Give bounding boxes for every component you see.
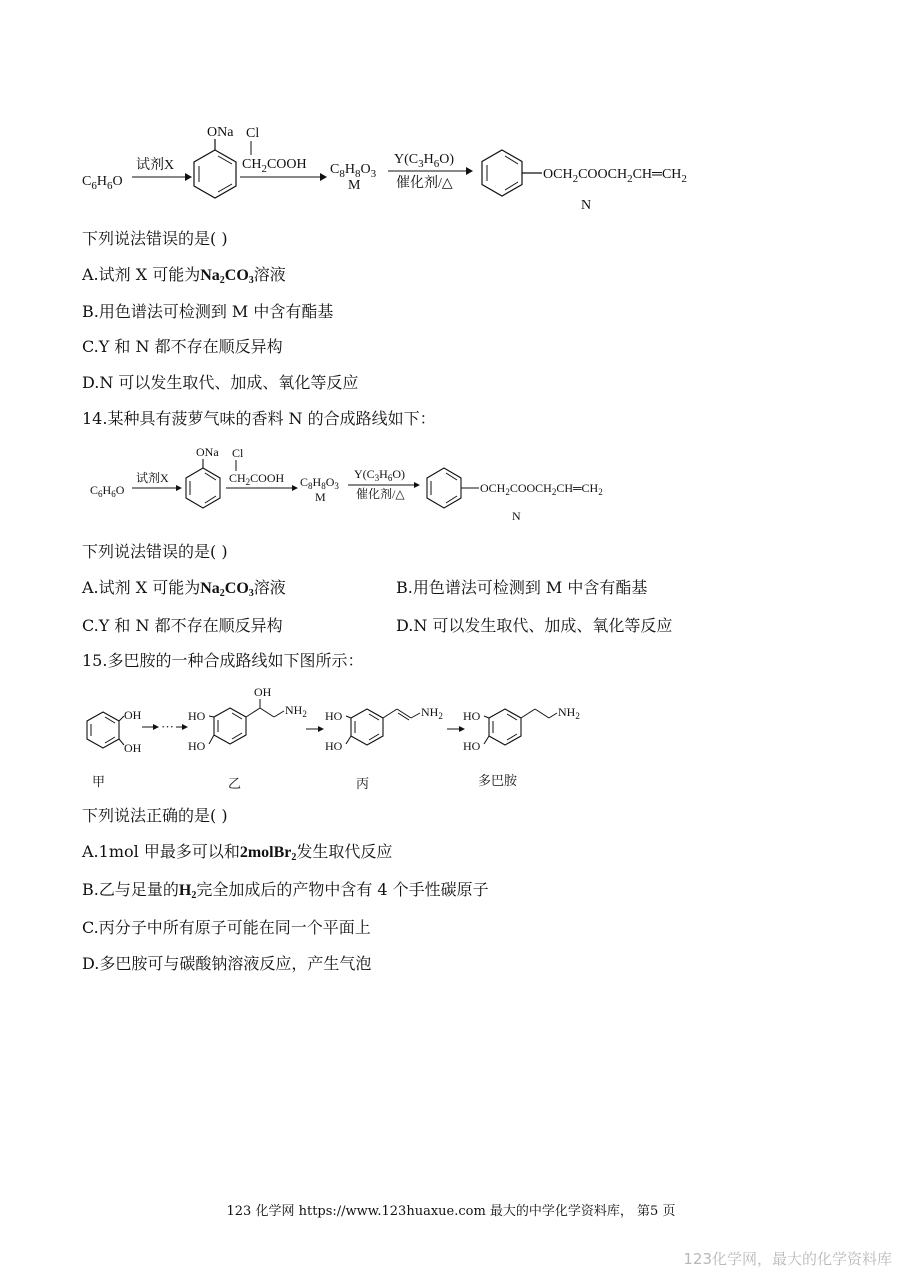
scheme1-condition: 催化剂/△ <box>396 176 453 191</box>
scheme1-m-formula: $C_8H_8O_3$ <box>330 162 377 180</box>
benzene-ring <box>194 150 236 198</box>
scheme1-y-reagent: $Y(C_3H_6O)$ <box>394 152 455 170</box>
q14-stem: 下列说法错误的是( ) <box>82 542 228 561</box>
dopamine-ho-1: HO <box>463 709 481 723</box>
scheme1-cl: Cl <box>246 126 260 141</box>
scheme2-chain: $CH_2COOH$ <box>229 471 285 487</box>
bing-ho-2: HO <box>325 739 343 753</box>
q13-option-a: A.试剂 X 可能为$Na_2CO_3$溶液 <box>82 265 286 286</box>
benzene-ring <box>186 468 220 508</box>
scheme1-reagent: 试剂X <box>136 158 175 173</box>
q15-stem: 下列说法正确的是( ) <box>82 806 228 825</box>
scheme2-m-label: M <box>315 490 326 504</box>
product-benzene-ring <box>427 468 461 508</box>
scheme2-start: $C_6H_6O$ <box>90 483 125 499</box>
scheme1-ona: ONa <box>207 125 234 140</box>
yi-nh2: $NH_2$ <box>285 703 307 719</box>
dopamine-ring <box>489 709 521 745</box>
q13-option-d: D.N 可以发生取代、加成、氧化等反应 <box>82 373 359 392</box>
q15-option-c: C.丙分子中所有原子可能在同一个平面上 <box>82 918 371 937</box>
yi-ring <box>214 708 246 744</box>
product-benzene-ring <box>482 150 522 196</box>
dopamine-ho-2: HO <box>463 739 481 753</box>
q14-option-c: C.Y 和 N 都不存在顺反异构 <box>82 616 283 635</box>
watermark: 123化学网，最大的化学资料库 <box>683 1250 892 1268</box>
dopamine-nh2: $NH_2$ <box>558 705 580 721</box>
synthesis-scheme-1 <box>0 115 902 220</box>
bing-ho-1: HO <box>325 709 343 723</box>
formula-2molbr2: 2molBr$_2$ <box>239 844 297 863</box>
page-footer: 123 化学网 https://www.123huaxue.com 最大的中学化学资料库， 第5 页 <box>226 1204 676 1219</box>
jia-oh-2: OH <box>124 741 142 755</box>
q15-option-b: B.乙与足量的$H_2$完全加成后的产物中含有 4 个手性碳原子 <box>82 880 489 901</box>
scheme2-ona: ONa <box>196 445 219 459</box>
formula-h2: $H_2$ <box>178 882 197 901</box>
q15-option-a: A.1mol 甲最多可以和2molBr$_2$发生取代反应 <box>82 842 393 863</box>
dots: ··· <box>161 719 174 734</box>
scheme1-chain: $CH_2COOH$ <box>242 157 307 175</box>
scheme2-cl: Cl <box>232 446 244 460</box>
formula-na2co3: $Na_2CO_3$ <box>200 267 254 286</box>
label-jia: 甲 <box>92 774 106 789</box>
arrowhead-1 <box>185 173 192 181</box>
scheme2-y-reagent: $Y(C_3H_6O)$ <box>354 467 406 483</box>
yi-ho-1: HO <box>188 709 206 723</box>
q13-option-c: C.Y 和 N 都不存在顺反异构 <box>82 337 283 356</box>
q14-option-d: D.N 可以发生取代、加成、氧化等反应 <box>396 616 673 635</box>
label-bing: 丙 <box>356 776 370 791</box>
scheme2-n-label: N <box>512 509 521 523</box>
scheme2-n-chain: $OCH_2COOCH_2CH═CH_2$ <box>480 481 603 497</box>
dopamine-scheme <box>0 684 902 799</box>
q14-option-a: A.试剂 X 可能为$Na_2CO_3$溶液 <box>82 578 286 599</box>
synthesis-scheme-2 <box>0 440 902 530</box>
scheme1-n-label: N <box>581 198 592 213</box>
bing-ring <box>351 709 383 745</box>
q13-stem: 下列说法错误的是( ) <box>82 229 228 248</box>
catechol-ring <box>87 712 119 748</box>
q14-title: 14.某种具有菠萝气味的香料 N 的合成路线如下： <box>82 409 436 428</box>
scheme2-condition: 催化剂/△ <box>356 487 405 501</box>
yi-oh: OH <box>254 685 272 699</box>
formula-na2co3: $Na_2CO_3$ <box>200 580 254 599</box>
q15-title: 15.多巴胺的一种合成路线如下图所示： <box>82 651 364 670</box>
label-dopamine: 多巴胺 <box>478 773 518 788</box>
yi-ho-2: HO <box>188 739 206 753</box>
q14-option-b: B.用色谱法可检测到 M 中含有酯基 <box>396 578 648 597</box>
q15-option-d: D.多巴胺可与碳酸钠溶液反应，产生气泡 <box>82 954 372 973</box>
scheme2-m-formula: $C_8H_8O_3$ <box>300 475 339 491</box>
scheme1-start: $C_6H_6O$ <box>82 174 123 192</box>
scheme1-m-label: M <box>348 178 361 193</box>
label-yi: 乙 <box>228 776 242 791</box>
jia-oh-1: OH <box>124 708 142 722</box>
scheme1-n-chain: $OCH_2COOCH_2CH═CH_2$ <box>543 167 687 185</box>
bing-nh2: $NH_2$ <box>421 705 443 721</box>
q13-option-b: B.用色谱法可检测到 M 中含有酯基 <box>82 302 334 321</box>
scheme2-reagent: 试剂X <box>136 471 169 485</box>
